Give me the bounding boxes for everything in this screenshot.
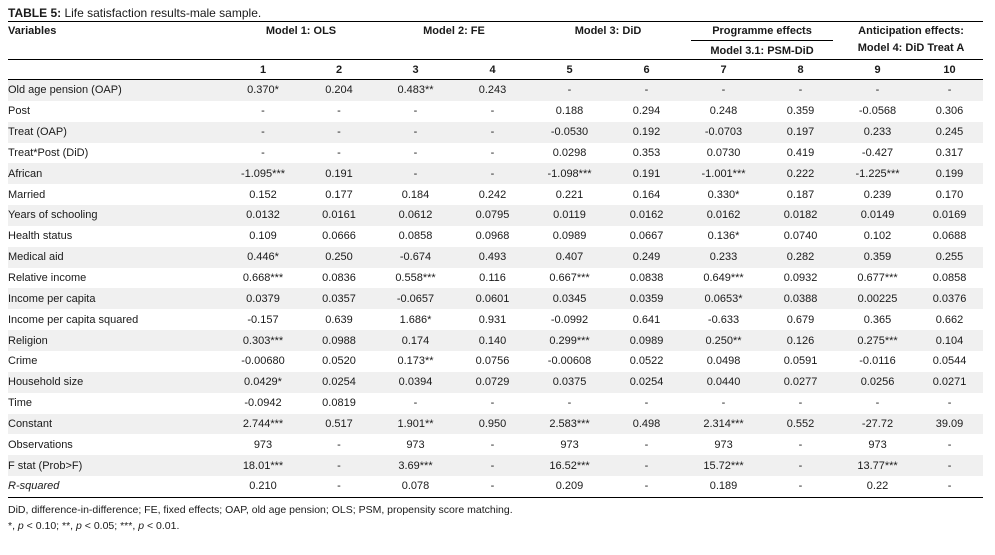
table-cell: - xyxy=(454,122,531,143)
table-row xyxy=(8,288,983,309)
row-label: Relative income xyxy=(8,272,87,285)
footer-significance: *, p < 0.10; **, p < 0.05; ***, p < 0.01. xyxy=(8,519,180,532)
column-number-8: 8 xyxy=(762,60,839,80)
table-cell: -0.0657 xyxy=(377,288,454,309)
table-cell: - xyxy=(301,476,377,497)
table-cell: 0.0666 xyxy=(322,230,356,243)
column-number-7: 7 xyxy=(685,60,762,80)
results-table xyxy=(8,21,983,498)
table-cell: - xyxy=(490,105,495,118)
table-row xyxy=(8,476,983,497)
table-cell: 0.0730 xyxy=(706,146,741,159)
table-cell: -0.157 xyxy=(247,313,279,326)
table-cell: 0.0520 xyxy=(322,355,356,368)
table-cell: -0.0568 xyxy=(858,105,897,118)
column-number-6: 6 xyxy=(608,60,685,80)
table-cell: 0.0838 xyxy=(629,272,664,285)
table-cell: 0.249 xyxy=(608,247,685,268)
table-cell: - xyxy=(377,122,454,143)
table-cell: 0.641 xyxy=(632,313,661,326)
table-cell: 0.0688 xyxy=(932,230,967,243)
table-row xyxy=(8,372,983,393)
table-cell: 0.233 xyxy=(685,247,762,268)
table-cell: 0.662 xyxy=(935,313,964,326)
table-cell: 0.359 xyxy=(786,105,815,118)
table-cell: 0.0989 xyxy=(552,230,587,243)
table-cell: 0.0756 xyxy=(475,355,510,368)
row-label: African xyxy=(8,163,225,184)
header-anticipation: Anticipation effects: xyxy=(839,22,983,43)
table-cell: - xyxy=(377,163,454,184)
table-cell: - xyxy=(916,455,983,476)
table-cell: -0.0530 xyxy=(531,122,608,143)
table-cell: - xyxy=(644,438,649,451)
row-label: Old age pension (OAP) xyxy=(8,80,225,101)
table-cell: 0.950 xyxy=(454,414,531,435)
table-cell: 0.931 xyxy=(478,313,507,326)
column-number-10: 10 xyxy=(916,60,983,80)
table-cell: - xyxy=(916,476,983,497)
table-cell: 0.187 xyxy=(786,188,815,201)
table-cell: 0.174 xyxy=(377,330,454,351)
table-row xyxy=(8,247,983,268)
row-label: F stat (Prob>F) xyxy=(8,455,225,476)
table-cell: - xyxy=(608,455,685,476)
table-footer xyxy=(8,502,983,534)
table-cell: 0.0968 xyxy=(475,230,510,243)
table-cell: 0.0298 xyxy=(552,146,587,159)
table-cell: 0.0271 xyxy=(916,372,983,393)
table-cell: 0.0612 xyxy=(377,205,454,226)
table-cell: - xyxy=(337,438,341,451)
table-row xyxy=(8,205,983,226)
table-cell: 0.306 xyxy=(935,105,964,118)
table-cell: -0.427 xyxy=(861,146,894,159)
table-cell: -1.095*** xyxy=(225,163,301,184)
table-cell: 0.243 xyxy=(454,80,531,101)
table-cell: - xyxy=(454,163,531,184)
table-cell: 0.446* xyxy=(225,247,301,268)
table-cell: 973 xyxy=(714,438,733,451)
table-cell: 0.116 xyxy=(479,272,506,285)
table-cell: - xyxy=(762,455,839,476)
table-cell: - xyxy=(608,476,685,497)
table-cell: - xyxy=(413,105,418,118)
table-cell: 0.0169 xyxy=(916,205,983,226)
table-cell: 0.639 xyxy=(325,313,353,326)
table-cell: 0.188 xyxy=(555,105,584,118)
table-cell: 0.250 xyxy=(301,247,377,268)
table-cell: 0.204 xyxy=(301,80,377,101)
table-row xyxy=(8,268,983,289)
table-cell: -0.633 xyxy=(707,313,740,326)
table-cell: 0.222 xyxy=(762,163,839,184)
table-cell: 0.152 xyxy=(249,188,277,201)
table-cell: - xyxy=(301,455,377,476)
table-cell: 3.69*** xyxy=(377,455,454,476)
table-row xyxy=(8,330,983,351)
table-row xyxy=(8,226,983,247)
table-cell: -0.674 xyxy=(377,247,454,268)
table-cell: 0.0522 xyxy=(629,355,664,368)
table-cell: - xyxy=(337,105,341,118)
table-cell: 0.0601 xyxy=(454,288,531,309)
table-cell: 0.0277 xyxy=(762,372,839,393)
table-cell: 0.177 xyxy=(325,188,353,201)
table-cell: -1.098*** xyxy=(531,163,608,184)
table-cell: 0.275*** xyxy=(839,330,916,351)
table-cell: 2.744*** xyxy=(225,414,301,435)
table-cell: 0.517 xyxy=(301,414,377,435)
programme-effects-label: Programme effects xyxy=(691,25,833,41)
caption-prefix: TABLE 5: xyxy=(8,6,62,20)
table-cell: 0.22 xyxy=(839,476,916,497)
table-cell: 0.0667 xyxy=(629,230,664,243)
table-cell: 0.209 xyxy=(531,476,608,497)
table-cell: 0.191 xyxy=(301,163,377,184)
column-number-2: 2 xyxy=(301,60,377,80)
table-cell: 1.686* xyxy=(399,313,432,326)
table-cell: 0.0162 xyxy=(608,205,685,226)
table-cell: 0.0359 xyxy=(608,288,685,309)
table-cell: 0.0819 xyxy=(322,397,356,410)
table-cell: 0.0591 xyxy=(783,355,818,368)
table-cell: - xyxy=(875,397,880,410)
row-label: Household size xyxy=(8,372,225,393)
table-body xyxy=(8,80,983,498)
table-cell: 0.282 xyxy=(762,247,839,268)
table-cell: -0.0116 xyxy=(859,355,896,368)
column-number-9: 9 xyxy=(839,60,916,80)
table-cell: 0.191 xyxy=(608,163,685,184)
table-cell: 0.197 xyxy=(762,122,839,143)
table-cell: 0.250** xyxy=(685,330,762,351)
table-cell: 0.0394 xyxy=(377,372,454,393)
table-cell: -0.00680 xyxy=(241,355,285,368)
table-row xyxy=(8,393,983,414)
table-cell: 0.303*** xyxy=(225,330,301,351)
table-cell: - xyxy=(798,438,803,451)
column-number-row xyxy=(8,60,983,80)
row-label: Income per capita xyxy=(8,288,225,309)
table-figure xyxy=(8,5,983,534)
table-cell: 15.72*** xyxy=(685,455,762,476)
table-cell: 0.210 xyxy=(225,476,301,497)
table-cell: 0.552 xyxy=(762,414,839,435)
table-cell: 2.583*** xyxy=(531,414,608,435)
table-cell: 0.221 xyxy=(555,188,584,201)
table-cell: 0.0932 xyxy=(783,272,818,285)
table-cell: - xyxy=(261,146,265,159)
caption-text: Life satisfaction results-male sample. xyxy=(64,6,262,20)
row-label: Health status xyxy=(8,230,73,243)
table-cell: 0.0989 xyxy=(608,330,685,351)
table-cell: 0.126 xyxy=(762,330,839,351)
table-row xyxy=(8,309,983,330)
table-cell: 0.0858 xyxy=(932,272,967,285)
table-cell: 0.0729 xyxy=(454,372,531,393)
table-row xyxy=(8,184,983,205)
table-cell: 0.0440 xyxy=(685,372,762,393)
table-cell: - xyxy=(685,80,762,101)
table-cell: 0.483** xyxy=(377,80,454,101)
table-cell: - xyxy=(916,80,983,101)
table-cell: 973 xyxy=(868,438,887,451)
row-label: Observations xyxy=(8,438,73,451)
table-cell: 0.102 xyxy=(863,230,892,243)
table-cell: - xyxy=(413,146,418,159)
table-cell: 0.233 xyxy=(839,122,916,143)
table-cell: 0.255 xyxy=(916,247,983,268)
row-label: Post xyxy=(8,105,31,118)
table-cell: 0.136* xyxy=(707,230,740,243)
table-cell: -0.0992 xyxy=(550,313,589,326)
table-cell: 0.317 xyxy=(935,146,964,159)
table-cell: 0.109 xyxy=(249,230,277,243)
table-cell: - xyxy=(531,80,608,101)
table-cell: 0.649*** xyxy=(703,272,744,285)
table-cell: - xyxy=(454,476,531,497)
table-cell: 0.170 xyxy=(935,188,964,201)
table-cell: - xyxy=(608,80,685,101)
table-cell: - xyxy=(947,438,952,451)
row-label: Time xyxy=(8,397,33,410)
table-row xyxy=(8,143,983,164)
table-cell: 0.00225 xyxy=(839,288,916,309)
row-label: Treat*Post (DiD) xyxy=(8,146,89,159)
table-cell: 0.0388 xyxy=(762,288,839,309)
table-cell: -1.225*** xyxy=(839,163,916,184)
table-cell: -0.0703 xyxy=(685,122,762,143)
table-cell: 18.01*** xyxy=(225,455,301,476)
column-number-4: 4 xyxy=(454,60,531,80)
table-cell: 0.558*** xyxy=(395,272,436,285)
table-cell: 0.679 xyxy=(786,313,815,326)
table-cell: - xyxy=(454,455,531,476)
table-cell: - xyxy=(839,80,916,101)
table-row xyxy=(8,80,983,101)
table-cell: - xyxy=(762,476,839,497)
row-label: Years of schooling xyxy=(8,205,225,226)
table-cell: 0.498 xyxy=(608,414,685,435)
table-cell: 0.184 xyxy=(401,188,430,201)
table-cell: 0.245 xyxy=(916,122,983,143)
table-cell: 0.239 xyxy=(863,188,892,201)
table-cell: 0.353 xyxy=(632,146,661,159)
table-row xyxy=(8,455,983,476)
table-cell: - xyxy=(261,105,265,118)
table-cell: 0.173** xyxy=(397,355,434,368)
header-programme-effects xyxy=(685,22,839,43)
table-cell: 0.192 xyxy=(608,122,685,143)
table-row xyxy=(8,351,983,372)
table-cell: 0.0544 xyxy=(932,355,967,368)
table-cell: 0.370* xyxy=(225,80,301,101)
table-cell: 1.901** xyxy=(377,414,454,435)
footer-abbreviations: DiD, difference-in-difference; FE, fixed effects; OAP, old age pension; OLS; PSM, propensity score matching. xyxy=(8,503,513,516)
row-label: Constant xyxy=(8,414,225,435)
row-label: Married xyxy=(8,188,46,201)
header-model31: Model 3.1: PSM-DiD xyxy=(685,42,839,60)
table-cell: 0.0254 xyxy=(301,372,377,393)
table-cell: 0.330* xyxy=(707,188,740,201)
table-cell: - xyxy=(644,397,649,410)
table-cell: 0.0132 xyxy=(225,205,301,226)
table-cell: 973 xyxy=(253,438,273,451)
table-cell: 0.199 xyxy=(916,163,983,184)
table-cell: 0.0119 xyxy=(531,205,608,226)
table-cell: 0.0429* xyxy=(225,372,301,393)
table-cell: 0.0653* xyxy=(685,288,762,309)
table-cell: 0.0254 xyxy=(608,372,685,393)
table-cell: 0.0161 xyxy=(301,205,377,226)
table-cell: 0.164 xyxy=(632,188,661,201)
header-model3: Model 3: DiD xyxy=(531,22,685,43)
table-caption xyxy=(8,5,983,21)
table-cell: 0.407 xyxy=(531,247,608,268)
table-cell: 0.0795 xyxy=(454,205,531,226)
row-label: Treat (OAP) xyxy=(8,122,225,143)
row-label: R-squared xyxy=(8,476,225,497)
table-cell: 973 xyxy=(406,438,425,451)
column-number-3: 3 xyxy=(377,60,454,80)
table-cell: - xyxy=(225,122,301,143)
row-label: Medical aid xyxy=(8,247,225,268)
header-model2: Model 2: FE xyxy=(377,22,531,43)
table-cell: - xyxy=(337,146,341,159)
table-cell: - xyxy=(490,438,495,451)
table-cell: 0.0498 xyxy=(706,355,741,368)
table-cell: 0.0345 xyxy=(531,288,608,309)
table-cell: 0.0182 xyxy=(762,205,839,226)
table-cell: -1.001*** xyxy=(685,163,762,184)
table-cell: 13.77*** xyxy=(839,455,916,476)
table-cell: 0.104 xyxy=(916,330,983,351)
table-row xyxy=(8,101,983,122)
table-cell: -0.00608 xyxy=(547,355,592,368)
table-cell: -0.0942 xyxy=(244,397,282,410)
table-cell: - xyxy=(721,397,726,410)
table-cell: 0.359 xyxy=(839,247,916,268)
table-cell: - xyxy=(490,397,495,410)
table-cell: - xyxy=(567,397,572,410)
table-cell: 0.365 xyxy=(863,313,892,326)
table-cell: 0.189 xyxy=(685,476,762,497)
table-cell: 0.0149 xyxy=(839,205,916,226)
table-cell: - xyxy=(490,146,495,159)
header-variables: Variables xyxy=(8,22,225,43)
row-label: Religion xyxy=(8,330,225,351)
table-cell: 0.667*** xyxy=(549,272,590,285)
table-row xyxy=(8,163,983,184)
row-label: Income per capita squared xyxy=(8,313,139,326)
table-cell: 0.0162 xyxy=(685,205,762,226)
column-number-1: 1 xyxy=(225,60,301,80)
table-cell: 16.52*** xyxy=(531,455,608,476)
table-cell: - xyxy=(301,122,377,143)
table-cell: 39.09 xyxy=(916,414,983,435)
table-cell: 0.0379 xyxy=(225,288,301,309)
table-cell: 0.140 xyxy=(454,330,531,351)
table-cell: - xyxy=(762,80,839,101)
table-cell: 0.0858 xyxy=(398,230,433,243)
table-cell: - xyxy=(413,397,418,410)
table-row xyxy=(8,122,983,143)
table-cell: 0.0256 xyxy=(839,372,916,393)
table-cell: 0.668*** xyxy=(242,272,284,285)
table-cell: - xyxy=(798,397,803,410)
table-row xyxy=(8,414,983,435)
column-number-5: 5 xyxy=(531,60,608,80)
table-cell: 2.314*** xyxy=(685,414,762,435)
table-cell: 0.0988 xyxy=(301,330,377,351)
table-cell: 0.0836 xyxy=(322,272,356,285)
table-row xyxy=(8,434,983,455)
row-label: Crime xyxy=(8,355,38,368)
table-cell: 0.0357 xyxy=(301,288,377,309)
table-cell: 973 xyxy=(560,438,579,451)
table-cell: 0.677*** xyxy=(857,272,898,285)
table-cell: - xyxy=(947,397,952,410)
table-cell: 0.0740 xyxy=(783,230,818,243)
table-cell: 0.248 xyxy=(709,105,738,118)
table-cell: 0.242 xyxy=(478,188,507,201)
table-cell: -27.72 xyxy=(839,414,916,435)
table-cell: 0.493 xyxy=(454,247,531,268)
header-model1: Model 1: OLS xyxy=(225,22,377,43)
table-cell: 0.0376 xyxy=(916,288,983,309)
table-cell: 0.078 xyxy=(377,476,454,497)
header-model4: Model 4: DiD Treat A xyxy=(839,42,983,60)
table-cell: 0.299*** xyxy=(531,330,608,351)
table-cell: 0.419 xyxy=(786,146,815,159)
table-cell: 0.294 xyxy=(632,105,661,118)
table-cell: 0.0375 xyxy=(531,372,608,393)
